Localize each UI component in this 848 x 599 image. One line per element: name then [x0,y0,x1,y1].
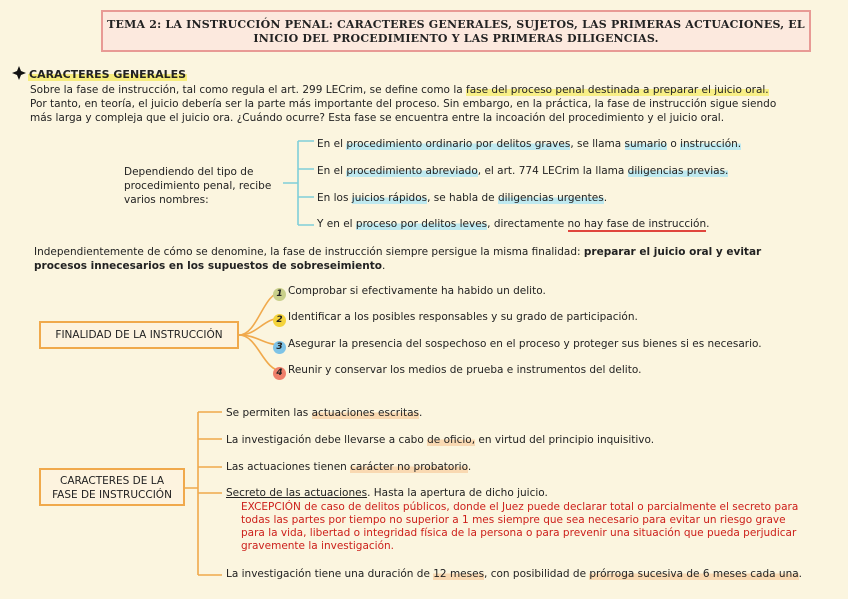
name-row-ordinario [317,138,741,150]
caracteres-item [226,568,802,580]
text-span: procesos innecesarios en los supuestos de sobreseimiento [34,260,382,272]
text-span: . [467,461,472,473]
names-label [124,165,271,207]
text-span: . [706,218,710,230]
text-span: La investigación debe llevarse a cabo [226,434,428,446]
text-span: prórroga sucesiva de 6 meses cada una [589,568,799,580]
text-span: Reunir y conservar los medios de prueba e instrumentos del delito. [288,364,642,376]
text-span: La investigación tiene una duración de [226,568,434,580]
caracteres-item [226,461,471,473]
text-span: Comprobar si efectivamente ha habido un delito. [288,285,546,297]
text-span: , se habla de [427,192,498,204]
names-label-line: varios nombres: [124,194,209,206]
text-span: de oficio, [427,434,476,446]
text-span: proceso por delitos leves [355,218,488,230]
text-span: instrucción. [680,138,742,150]
text-span: para la vida, libertad o integridad física de la persona o para prevenir una situación que pueda perjudicar [241,527,797,539]
names-label-line: procedimiento penal, recibe [124,180,272,192]
text-span: o [666,138,681,150]
text-span: Se permiten las [226,407,312,419]
text-span: . Hasta la apertura de dicho juicio. [367,487,548,499]
text-span: , el art. 774 LECrim la llama [477,165,628,177]
text-span: carácter no probatorio [350,461,468,473]
text-span: procedimiento ordinario por delitos graves [346,138,571,150]
names-bracket [280,135,316,231]
names-label-line: Dependiendo del tipo de [124,166,254,178]
intro-line-3: más larga y compleja que el juicio ora. ¿Cuándo ocurre? Esta fase se encuentra entre la incoación del procedimiento y el juicio oral. [30,112,725,124]
text-span: En los [317,192,352,204]
intro-line-2: Por tanto, en teoría, el juicio debería ser la parte más importante del proceso. Sin embargo, en la práctica, la fase de instrucción sigue siendo [30,98,777,110]
intro-text: Sobre la fase de instrucción, tal como regula el art. 299 LECrim, se define como la [30,84,467,96]
intro-line-1 [30,83,769,97]
section-heading-text: CARACTERES GENERALES [29,68,187,81]
text-span: actuaciones escritas [311,407,420,419]
intro-highlight: fase del proceso penal destinada a preparar el juicio oral. [466,84,769,96]
text-span: Secreto de las actuaciones [226,487,368,499]
text-span: . [419,407,423,419]
text-span: En el [317,138,347,150]
caracteres-bracket [184,405,226,585]
diamond-star-icon [12,66,26,80]
text-span: procedimiento abreviado [346,165,478,177]
text-span: todas las partes por tiempo no superior a 1 mes siempre que sea necesario para evitar un riesgo grave [241,514,786,526]
finalidad-item [273,285,546,301]
text-span: no hay fase de instrucción [567,218,707,230]
text-span: Identificar a los posibles responsables y su grado de participación. [288,311,638,323]
page-title [101,10,811,52]
text-span: , se llama [570,138,625,150]
caracteres-item [226,487,548,499]
text-span: preparar el juicio oral y evitar [583,246,762,258]
text-span: diligencias urgentes [497,192,604,204]
text-span: . [603,192,608,204]
text-span: FASE DE INSTRUCCIÓN [52,489,172,501]
text-span: CARACTERES DE LA [59,475,165,487]
text-span: Asegurar la presencia del sospechoso en el proceso y proteger sus bienes si es necesario. [288,338,762,350]
text-span: 12 meses [433,568,485,580]
finalidad-box: FINALIDAD DE LA INSTRUCCIÓN [39,321,239,349]
number-1-icon: 1 [273,288,286,301]
finalidad-item [273,364,641,380]
text-span: diligencias previas. [627,165,729,177]
text-span: . [381,260,386,272]
purpose-paragraph [34,245,814,273]
text-span: gravemente la investigación. [241,540,394,552]
caracteres-box [39,468,185,506]
caracteres-item [226,407,422,419]
text-span: . [798,568,803,580]
text-span: , directamente [487,218,568,230]
text-span: en virtud del principio inquisitivo. [475,434,655,446]
text-span: sumario [624,138,667,150]
text-span: Y en el [317,218,356,230]
text-span: , con posibilidad de [484,568,590,580]
section-heading [12,66,187,81]
number-2-icon: 2 [273,314,286,327]
text-span: Independientemente de cómo se denomine, la fase de instrucción siempre persigue la misma finalidad: [34,246,584,258]
title-line-1: TEMA 2: LA INSTRUCCIÓN PENAL: CARACTERES GENERALES, SUJETOS, LAS PRIMERAS ACTUACIONES, EL [107,18,805,31]
name-row-rapidos [317,192,607,204]
text-span: En el [317,165,347,177]
title-line-2: INICIO DEL PROCEDIMIENTO Y LAS PRIMERAS DILIGENCIAS. [253,32,659,45]
name-row-abreviado [317,165,728,177]
text-span: Las actuaciones tienen [226,461,351,473]
finalidad-item [273,311,638,327]
number-3-icon: 3 [273,341,286,354]
name-row-leves [317,218,709,230]
finalidad-item [273,338,762,354]
caracteres-item [226,434,654,446]
number-4-icon: 4 [273,367,286,380]
text-span: juicios rápidos [351,192,428,204]
text-span: EXCEPCIÓN de caso de delitos públicos, donde el Juez puede declarar total o parcialmente el secreto para [241,501,799,513]
exception-note [241,501,798,553]
